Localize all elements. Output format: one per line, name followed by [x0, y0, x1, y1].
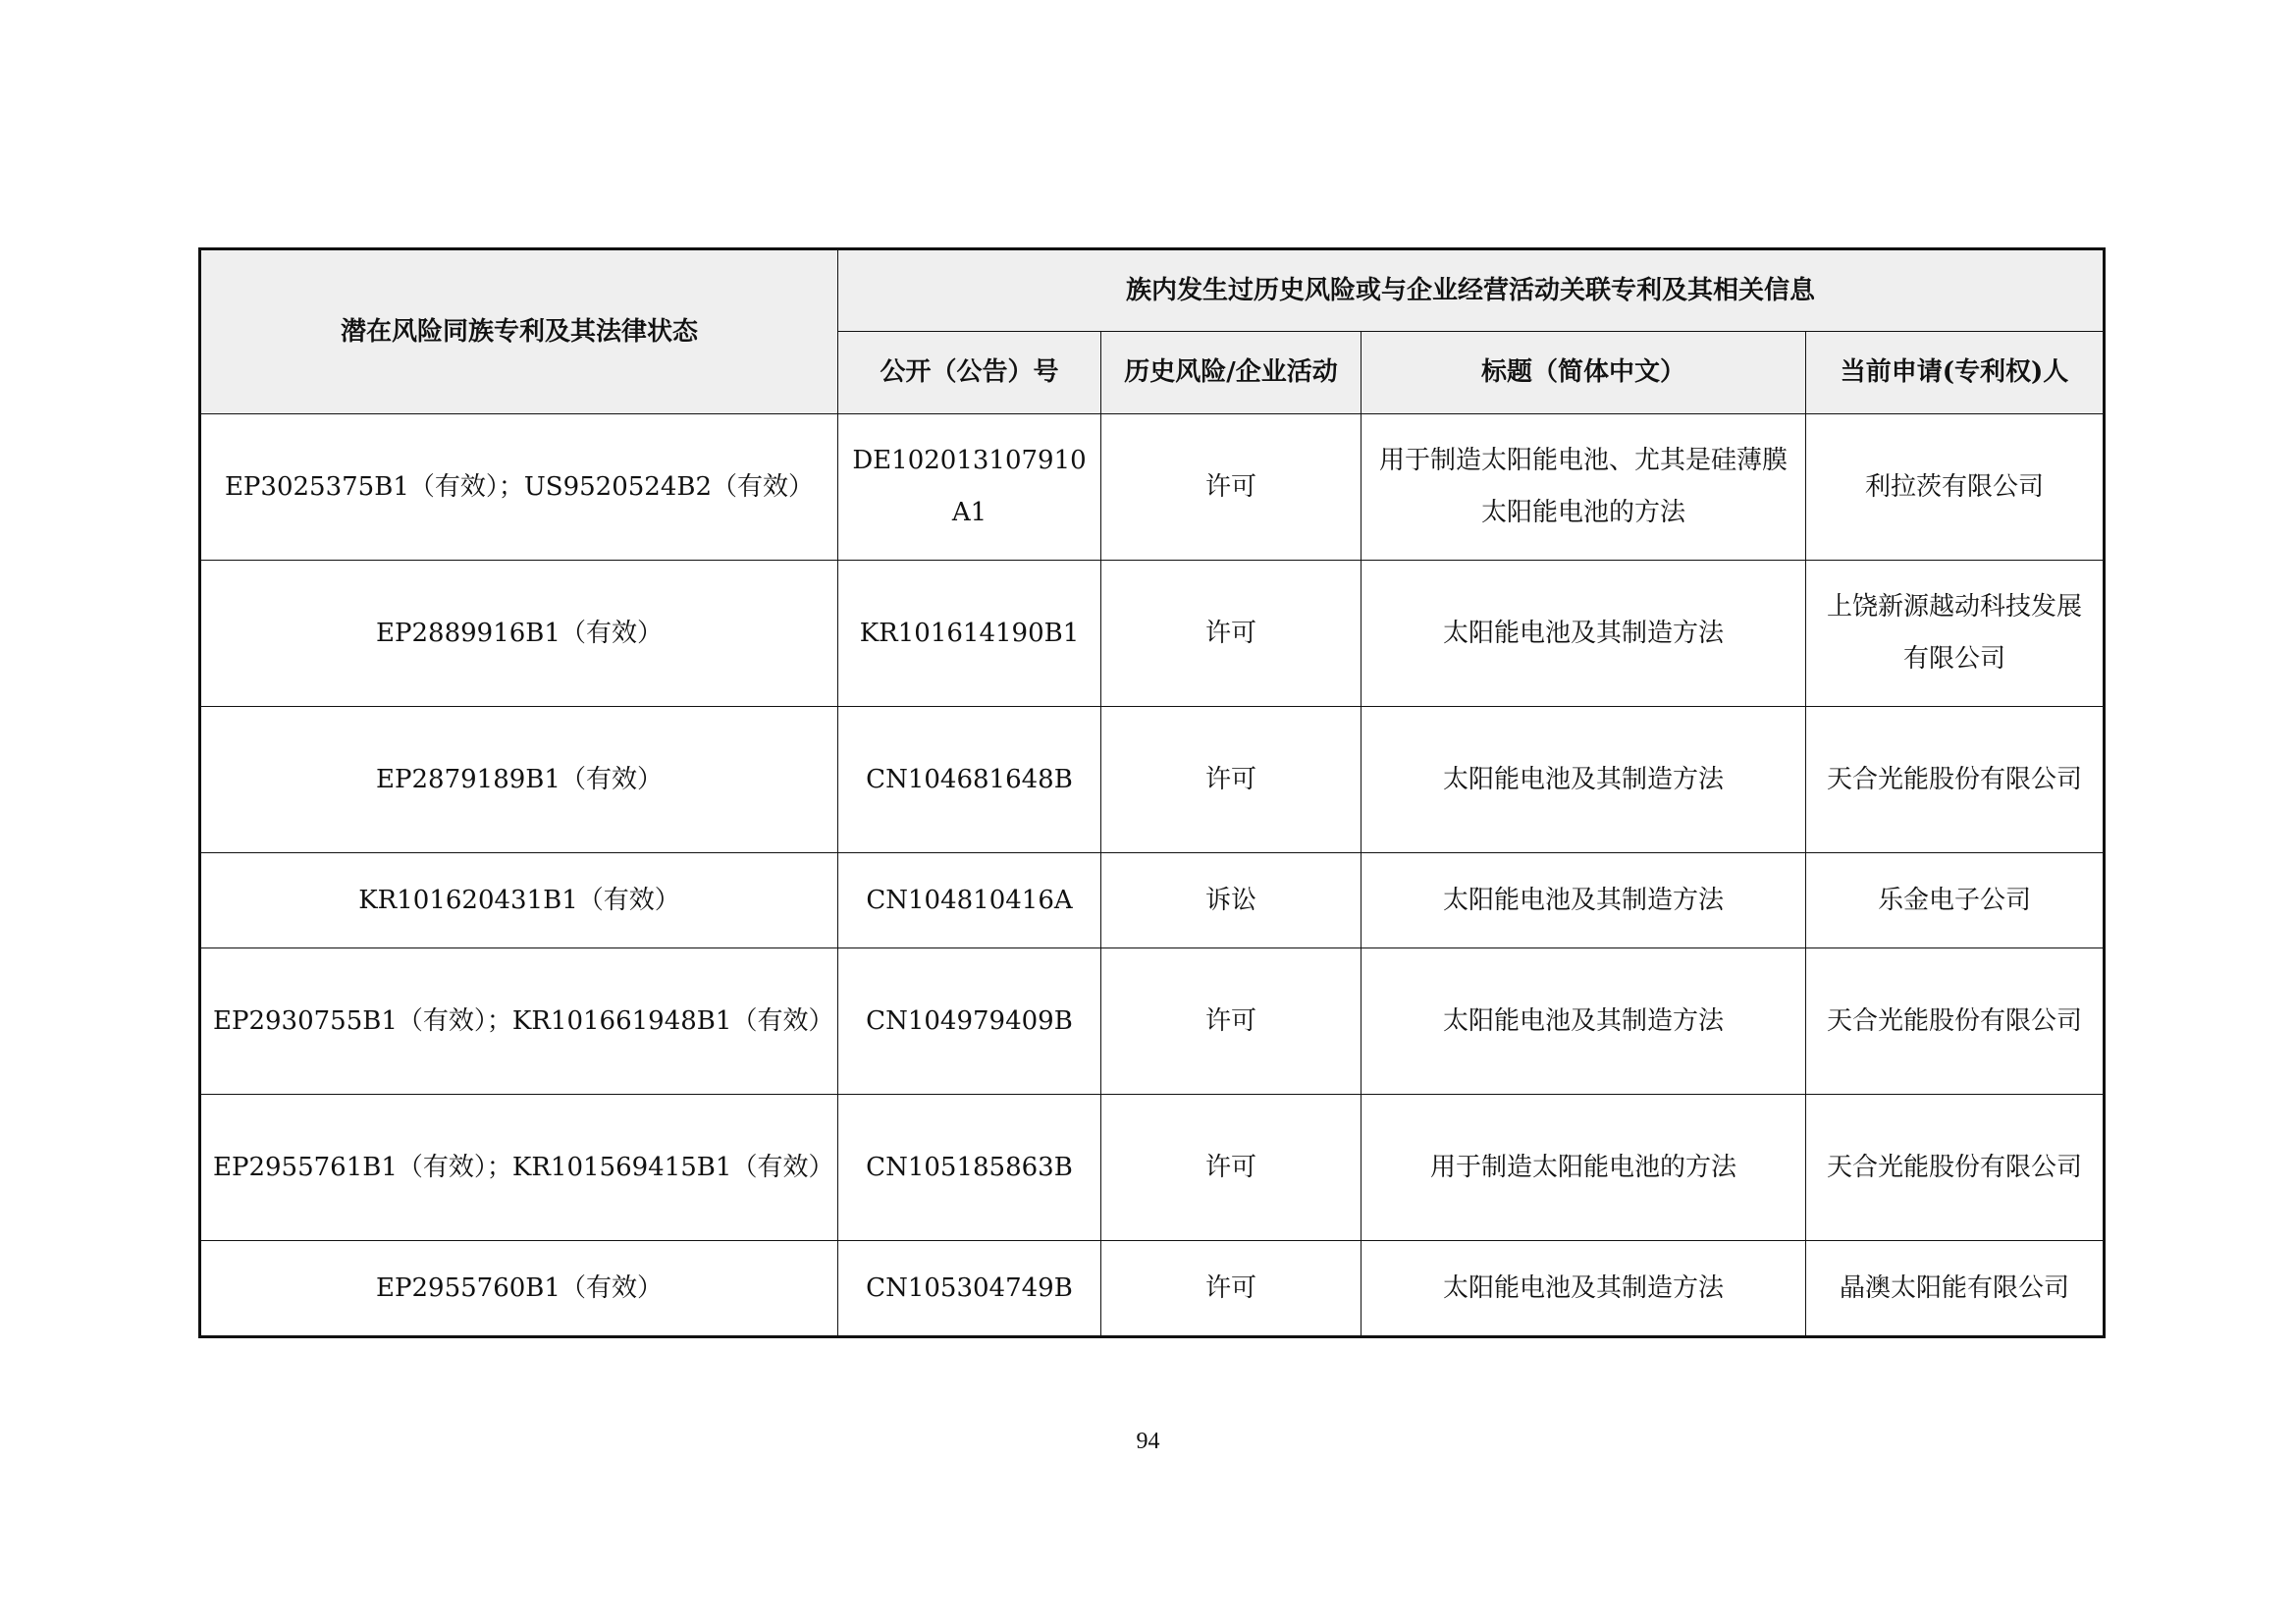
- title-cell: 用于制造太阳能电池的方法: [1362, 1095, 1806, 1241]
- title-cell: 太阳能电池及其制造方法: [1362, 948, 1806, 1095]
- header-owner: 当前申请(专利权)人: [1806, 332, 2105, 414]
- owner-cell: 乐金电子公司: [1806, 853, 2105, 948]
- header-activity: 历史风险/企业活动: [1101, 332, 1362, 414]
- table-row: [200, 1241, 2105, 1337]
- header-publication-number: 公开（公告）号: [838, 332, 1101, 414]
- owner-cell: 晶澳太阳能有限公司: [1806, 1241, 2105, 1337]
- title-cell: 太阳能电池及其制造方法: [1362, 707, 1806, 853]
- activity-cell: 许可: [1101, 561, 1362, 707]
- table-row: [200, 1095, 2105, 1241]
- activity-cell: 诉讼: [1101, 853, 1362, 948]
- owner-cell: 天合光能股份有限公司: [1806, 948, 2105, 1095]
- activity-cell: 许可: [1101, 414, 1362, 561]
- title-cell: 用于制造太阳能电池、尤其是硅薄膜太阳能电池的方法: [1362, 414, 1806, 561]
- owner-cell: 利拉茨有限公司: [1806, 414, 2105, 561]
- publication-number-cell: CN104810416A: [838, 853, 1101, 948]
- owner-cell: 天合光能股份有限公司: [1806, 1095, 2105, 1241]
- activity-cell: 许可: [1101, 707, 1362, 853]
- family-cell: EP2955761B1（有效）；KR101569415B1（有效）: [200, 1095, 838, 1241]
- family-cell: EP3025375B1（有效）；US9520524B2（有效）: [200, 414, 838, 561]
- publication-number-cell: DE102013107910A1: [838, 414, 1101, 561]
- publication-number-cell: CN104681648B: [838, 707, 1101, 853]
- owner-cell: 上饶新源越动科技发展有限公司: [1806, 561, 2105, 707]
- title-cell: 太阳能电池及其制造方法: [1362, 561, 1806, 707]
- family-cell: EP2889916B1（有效）: [200, 561, 838, 707]
- table-row: [200, 561, 2105, 707]
- activity-cell: 许可: [1101, 1241, 1362, 1337]
- publication-number-cell: CN104979409B: [838, 948, 1101, 1095]
- publication-number-cell: KR101614190B1: [838, 561, 1101, 707]
- table-header-row: [200, 249, 2105, 332]
- family-cell: KR101620431B1（有效）: [200, 853, 838, 948]
- family-cell: EP2955760B1（有效）: [200, 1241, 838, 1337]
- table-row: [200, 853, 2105, 948]
- activity-cell: 许可: [1101, 948, 1362, 1095]
- publication-number-cell: CN105185863B: [838, 1095, 1101, 1241]
- table-row: [200, 707, 2105, 853]
- header-title: 标题（简体中文）: [1362, 332, 1806, 414]
- table-row: [200, 414, 2105, 561]
- publication-number-cell: CN105304749B: [838, 1241, 1101, 1337]
- activity-cell: 许可: [1101, 1095, 1362, 1241]
- header-related-patents-group: 族内发生过历史风险或与企业经营活动关联专利及其相关信息: [838, 249, 2105, 332]
- header-family-patents: 潜在风险同族专利及其法律状态: [200, 249, 838, 414]
- page-number: 94: [1136, 1429, 1160, 1454]
- title-cell: 太阳能电池及其制造方法: [1362, 1241, 1806, 1337]
- table-row: [200, 948, 2105, 1095]
- family-cell: EP2879189B1（有效）: [200, 707, 838, 853]
- family-cell: EP2930755B1（有效）；KR101661948B1（有效）: [200, 948, 838, 1095]
- patent-risk-table: [198, 247, 2106, 1338]
- title-cell: 太阳能电池及其制造方法: [1362, 853, 1806, 948]
- owner-cell: 天合光能股份有限公司: [1806, 707, 2105, 853]
